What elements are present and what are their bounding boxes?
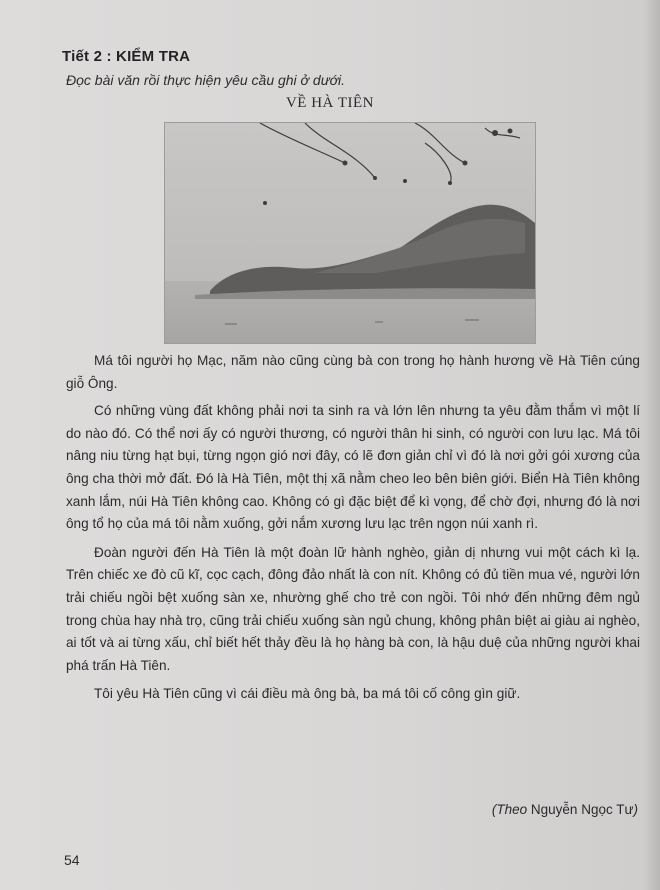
- source-suffix: ): [633, 802, 638, 817]
- source-citation: [492, 802, 638, 817]
- reading-title: VỀ HÀ TIÊN: [285, 95, 375, 111]
- paragraph: Má tôi người họ Mạc, năm nào cũng cùng bà con trong họ hành hương về Hà Tiên cúng giỗ Ông.: [66, 353, 640, 391]
- page-number: 54: [64, 852, 80, 868]
- paragraph: Có những vùng đất không phải nơi ta sinh ra và lớn lên nhưng ta yêu đằm thắm vì một lí do nào đó. Có thể nơi ấy có người thương, có người thân hi sinh, có người con lưu lạc. Má tôi nâng niu từng hạt bụi, từng ngọn gió nơi đây, có lẽ đơn giản chỉ vì đó là nơi gởi gói xương của ông cha thời mở đất. Đó là Hà Tiên, một thị xã nằm cheo leo bên biên giới. Biển Hà Tiên không xanh lắm, núi Hà Tiên không cao. Không có gì đặc biệt để kì vọng, để chờ đợi, nhưng đó là nơi ông tổ họ của má tôi nằm xuống, gởi nắm xương lưu lạc trên ngọn núi xanh rì.: [66, 403, 640, 532]
- instruction-text: Đọc bài văn rồi thực hiện yêu cầu ghi ở dưới.: [66, 72, 346, 88]
- ha-tien-photo: [164, 122, 536, 344]
- page-spine-shadow: [644, 0, 660, 890]
- paragraph: Đoàn người đến Hà Tiên là một đoàn lữ hành nghèo, giản dị nhưng vui một cách kì lạ. Trên chiếc xe đò cũ kĩ, cọc cạch, đông đảo nhất là con nít. Không có đủ tiền mua vé, người lớn trải chiếu ngồi bệt xuống sàn xe, nhường ghế cho trẻ con ngồi. Tôi nhớ đến những đêm ngủ trong chùa hay nhà trọ, cũng trải chiếu xuống sàn ngủ chung, không phân biệt ai giàu ai nghèo, ai tốt và ai từng xấu, chỉ biết hết thảy đều là họ hàng bà con, là hậu duệ của những người khai phá trấn Hà Tiên.: [66, 544, 640, 673]
- lesson-title: Tiết 2 : KIỂM TRA: [62, 48, 191, 65]
- source-prefix: (Theo: [491, 802, 531, 817]
- source-author: Nguyễn Ngọc Tư: [530, 802, 634, 817]
- reading-body: [66, 350, 640, 706]
- paragraph: Tôi yêu Hà Tiên cũng vì cái điều mà ông bà, ba má tôi cố công gìn giữ.: [94, 686, 521, 702]
